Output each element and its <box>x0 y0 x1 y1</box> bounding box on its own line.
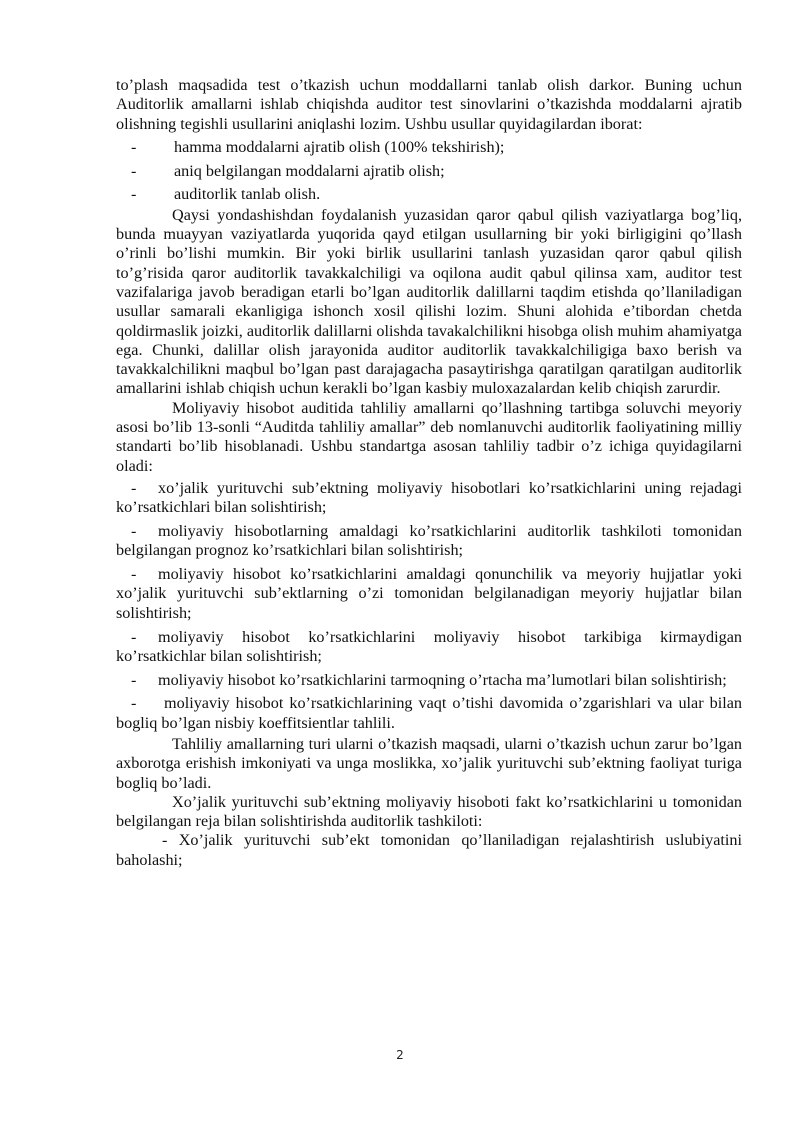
list-dash: - <box>131 185 137 204</box>
list-dash: - <box>131 478 137 497</box>
list-item-text: moliyaviy hisobotlarning amaldagi ko’rsatkichlarini auditorlik tashkiloti tomonidan belgilangan prognoz ko’rsatkichlari bilan solishtirish; <box>116 522 742 560</box>
list-item-text: xo’jalik yurituvchi sub’ektning moliyaviy hisobotlari ko’rsatkichlarini uning rejadagi ko’rsatkichlari bilan solishtirish; <box>116 478 742 517</box>
list-item <box>116 628 742 667</box>
list-item-text: moliyaviy hisobot ko’rsatkichlarini amaldagi qonunchilik va meyoriy hujjatlar yoki xo’jalik yurituvchi sub’ektlarning o’zi tomonidan belgilanadigan meyoriy hujjatlar bilan solishtirish; <box>116 565 742 622</box>
list-item <box>116 522 742 561</box>
list-dash: - <box>131 670 137 689</box>
list-dash: - <box>131 137 137 156</box>
list-item <box>116 671 742 690</box>
list-item-text: moliyaviy hisobot ko’rsatkichlarini moliyaviy hisobot tarkibiga kirmaydigan ko’rsatkichlar bilan solishtirish; <box>116 627 742 665</box>
list-dash: - <box>131 694 137 713</box>
list-dash: - <box>131 565 137 584</box>
list-dash: - <box>131 161 137 180</box>
page-number: 2 <box>396 1048 404 1062</box>
list-item <box>116 565 742 623</box>
list-item-text: aniq belgilangan moddalarni ajratib olish; <box>174 161 445 180</box>
document-body <box>116 76 742 870</box>
list-item <box>116 185 742 204</box>
list-item-text: moliyaviy hisobot ko’rsatkichlarining vaqt o’tishi davomida o’zgarishlari va ular bilan bogliq bo’lgan nisbiy koeffitsientlar tahlili. <box>116 694 742 732</box>
list-item-text: moliyaviy hisobot ko’rsatkichlarini tarmoqning o’rtacha ma’lumotlari bilan solishtirish; <box>158 670 727 689</box>
intro-paragraph: to’plash maqsadida test o’tkazish uchun moddallarni tanlab olish darkor. Buning uchun Auditorlik amallarni ishlab chiqishda auditor test sinovlarini o’tkazishda moddalarni ajratib olishning tegishli usullarini aniqlashi lozim. Ushbu usullar quyidagilardan iborat: <box>116 76 742 133</box>
list-dash: - <box>131 522 137 541</box>
list-item <box>116 162 742 181</box>
list-item <box>116 694 742 733</box>
list-item <box>116 479 742 518</box>
methods-list <box>116 138 742 205</box>
paragraph-plan-comparison: Xo’jalik yurituvchi sub’ektning moliyaviy hisoboti fakt ko’rsatkichlarini u tomonidan belgilangan reja bilan solishtirishda auditorlik tashkiloti: <box>116 792 742 831</box>
list-item-text: auditorlik tanlab olish. <box>174 185 321 204</box>
paragraph-standard: Moliyaviy hisobot auditida tahliliy amallarni qo’llashning tartibga soluvchi meyoriy asosi bo’lib 13-sonli “Auditda tahliliy amallar” deb nomlanuvchi auditorlik faoliyatining milliy standarti bo’lib hisoblanadi. Ushbu standartga asosan tahliliy tadbir o’z ichiga quyidagilarni oladi: <box>116 398 742 475</box>
paragraph-analytical-types: Tahliliy amallarning turi ularni o’tkazish maqsadi, ularni o’tkazish uchun zarur bo’lgan axborotga erishish imkoniyati va unga moslikka, xo’jalik yurituvchi sub’ektning faoliyat turiga bogliq bo’ladi. <box>116 735 742 792</box>
paragraph-approach: Qaysi yondashishdan foydalanish yuzasidan qaror qabul qilish vaziyatlarga bog’liq, bunda muayyan vaziyatlarda yuqorida qayd etilgan usullarning bir yoki birligigini qo’llash o’rinli bo’lishi mumkin. Bir yoki birlik usullarini tanlash yuzasidan qaror qabul qilish to’g’risida qaror auditorlik tavakkalchiligi va oqilona audit qabul qilinsa xam, auditor test vazifalariga javob beradigan etarli bo’lgan auditorlik dalillarni taqdim etishda qo’llaniladigan usullar samarali ekanligiga ishonch xosil qilishi lozim. Shuni alohida e’tibordan chetda qoldirmaslik joizki, auditorlik dalillarni olishda tavakalchilikni hisobga olish muhim ahamiyatga ega. Chunki, dalillar olish jarayonida auditor auditorlik tavakkalchiligiga baxo berish va tavakkalchilikni maqbul bo’lgan past darajagacha pasaytirishga qaratilgan qaratilgan auditorlik amallarini ishlab chiqish uchun kerakli bo’lgan kasbiy muloxazalardan kelib chiqish zarurdir. <box>116 205 742 398</box>
list-dash: - <box>131 627 137 646</box>
list-item <box>116 138 742 157</box>
analytical-list <box>116 479 742 733</box>
list-item-planning: - Xo’jalik yurituvchi sub’ekt tomonidan qo’llaniladigan rejalashtirish uslubiyatini baholashi; <box>116 831 742 869</box>
list-item-text: hamma moddalarni ajratib olish (100% tekshirish); <box>174 137 505 156</box>
